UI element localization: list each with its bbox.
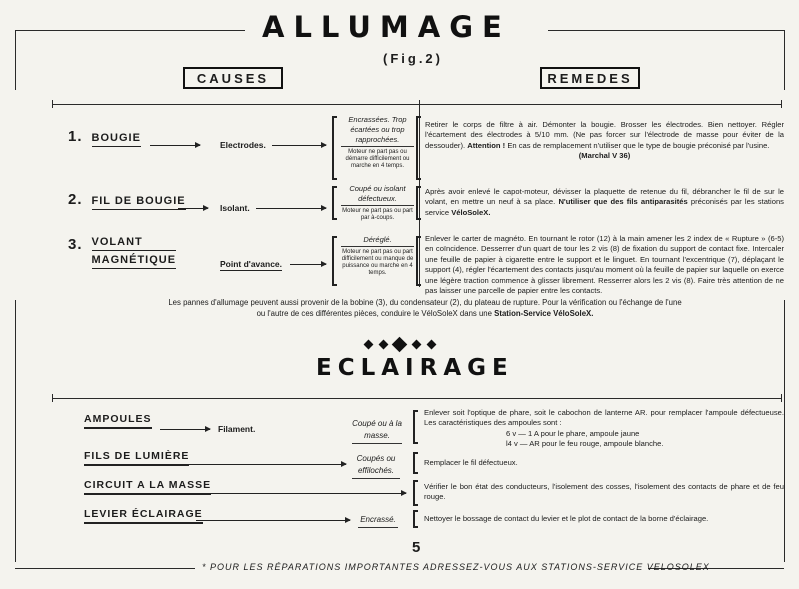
- diagnosis: Encrassé.: [358, 514, 398, 528]
- arrow-icon: [196, 520, 350, 521]
- footer-note: * POUR LES RÉPARATIONS IMPORTANTES ADRESSEZ-VOUS AUX STATIONS-SERVICE VELOSOLEX: [202, 562, 710, 572]
- diagnosis: Coupé ou isolant défectueux. Moteur ne part pas ou part par à-coups.: [342, 184, 413, 221]
- arrow-icon: [256, 208, 326, 209]
- figure-ref: (Fig.2): [383, 51, 443, 66]
- table-top-rule: [52, 104, 781, 105]
- diamond-icon: [412, 340, 422, 350]
- table-tick-right: [781, 394, 782, 402]
- frame-right-bottom: [784, 300, 785, 562]
- header-rule-right: [548, 30, 784, 31]
- causes-header: CAUSES: [183, 67, 283, 89]
- bracket: [332, 186, 337, 220]
- remedy-text: Nettoyer le bossage de contact du levier et le plot de contact de la borne d'éclairage.: [424, 514, 709, 523]
- cause-part: Isolant.: [220, 203, 250, 213]
- eclairage-label: CIRCUIT A LA MASSE: [84, 479, 211, 495]
- table-tick-left: [52, 100, 53, 108]
- bracket: [416, 236, 421, 286]
- arrow-icon: [150, 145, 200, 146]
- bracket: [416, 116, 421, 180]
- remedy-text: Enlever soit l'optique de phare, soit le cabochon de lanterne AR. pour remplacer l'ampoule défectueuse. Les caractéristiques des ampoules sont : 6 v — 1 A pour le phare, ampoule jaune l4 v — AR pour le feu rouge, ampoule blanche.: [424, 408, 784, 449]
- arrow-icon: [290, 264, 326, 265]
- cause-label-group: [92, 236, 177, 269]
- cause-number: 3.: [68, 236, 83, 253]
- table-row: [68, 128, 141, 147]
- cause-label: BOUGIE: [92, 132, 141, 147]
- frame-left-top: [15, 30, 16, 90]
- diamond-icon: [392, 337, 408, 353]
- diagnosis: Encrassées. Trop écartées ou trop rapprochées. Moteur ne part pas ou démarre difficilement ou marche en 4 temps.: [341, 115, 414, 170]
- eclairage-label: FILS DE LUMIÈRE: [84, 450, 189, 466]
- footer-rule-left: [15, 568, 195, 569]
- remedes-header: REMEDES: [540, 67, 640, 89]
- bracket: [413, 480, 418, 506]
- cause-number: 2.: [68, 191, 83, 208]
- remedy-text: Retirer le corps de filtre à air. Démonter la bougie. Brosser les électrodes. Bien nettoyer. Régler l'écartement des électrodes à 5/10 mm. (Ne pas forcer sur l'électrode de masse pour éviter de la dessouder). Attention ! En cas de remplacement n'utiliser que le type de bougie préconisé par l'usine. (Marchal V 36): [425, 120, 784, 161]
- eclairage-part: Filament.: [218, 424, 256, 434]
- cause-part: Point d'avance.: [220, 259, 283, 269]
- allumage-note: Les pannes d'allumage peuvent aussi provenir de la bobine (3), du condensateur (2), du plateau de rupture. Pour la vérification ou l'échange de l'une ou l'autre de ces différentes pièces, conduire le VéloSoleX dans une Station-Service VéloSoleX.: [168, 298, 682, 318]
- diamond-icon: [427, 340, 437, 350]
- table-row: [68, 236, 176, 269]
- diagnosis: Coupé ou à la masse.: [352, 418, 402, 444]
- table-tick-right: [781, 100, 782, 108]
- page-title: ALLUMAGE: [262, 10, 511, 44]
- header-rule-left: [15, 30, 245, 31]
- cause-number: 1.: [68, 128, 83, 145]
- bracket: [416, 186, 421, 220]
- cause-label: VOLANT: [92, 236, 177, 251]
- eclairage-label: LEVIER ÉCLAIRAGE: [84, 508, 203, 524]
- eclairage-label: AMPOULES: [84, 413, 152, 429]
- cause-label: MAGNÉTIQUE: [92, 254, 177, 269]
- frame-left-bottom: [15, 300, 16, 562]
- bracket: [413, 410, 418, 444]
- arrow-icon: [178, 208, 208, 209]
- bracket: [332, 116, 337, 180]
- diamond-icon: [379, 340, 389, 350]
- section-title: ECLAIRAGE: [316, 355, 514, 381]
- eclairage-top-rule: [52, 398, 781, 399]
- page-number: 5: [412, 539, 421, 556]
- arrow-icon: [202, 493, 406, 494]
- remedy-text: Après avoir enlevé le capot-moteur, dévisser la plaquette de retenue du fil, débrancher le fil de sur le volant, en mettre un neuf à sa place. N'utiliser que des fils antiparasités préconisés par les stations service VéloSoleX.: [425, 187, 784, 217]
- remedy-text: Vérifier le bon état des conducteurs, l'isolement des cosses, l'isolement des contacts de phare et de feu rouge.: [424, 482, 784, 502]
- frame-right-top: [784, 30, 785, 90]
- arrow-icon: [272, 145, 326, 146]
- diagnosis: Déréglé. Moteur ne part pas ou part difficilement ou manque de puissance ou marche en 4 temps.: [341, 235, 414, 276]
- diagnosis: Coupés ou effilochés.: [352, 453, 400, 479]
- bracket: [413, 452, 418, 474]
- arrow-icon: [188, 464, 346, 465]
- bracket: [332, 236, 337, 286]
- remedy-text: Enlever le carter de magnéto. En tournant le rotor (12) à la main amener les 2 index de « Rupture » (6-5) en coïncidence. Desserrer d'un quart de tour les 2 vis (8) de fixation du support de contact fixe. Intercaler une feuille de papier à cigarette entre le support et le linguet. En tournant l'excentrique (7), déplaçant le support (4), régler l'écartement des contacts jusqu'au moment où la feuille de papier sur laquelle on exerce une légère traction commence à glisser librement. Resserrer alors les 2 vis (8). Faire très attention de ne pas laisser une parcelle de papier entre les contacts.: [425, 234, 784, 296]
- table-row: [68, 191, 186, 210]
- arrow-icon: [160, 429, 210, 430]
- cause-part: Electrodes.: [220, 140, 266, 150]
- remedy-text: Remplacer le fil défectueux.: [424, 458, 518, 467]
- cause-label: FIL DE BOUGIE: [92, 195, 186, 210]
- table-tick-left: [52, 394, 53, 402]
- diamond-icon: [364, 340, 374, 350]
- bracket: [413, 510, 418, 528]
